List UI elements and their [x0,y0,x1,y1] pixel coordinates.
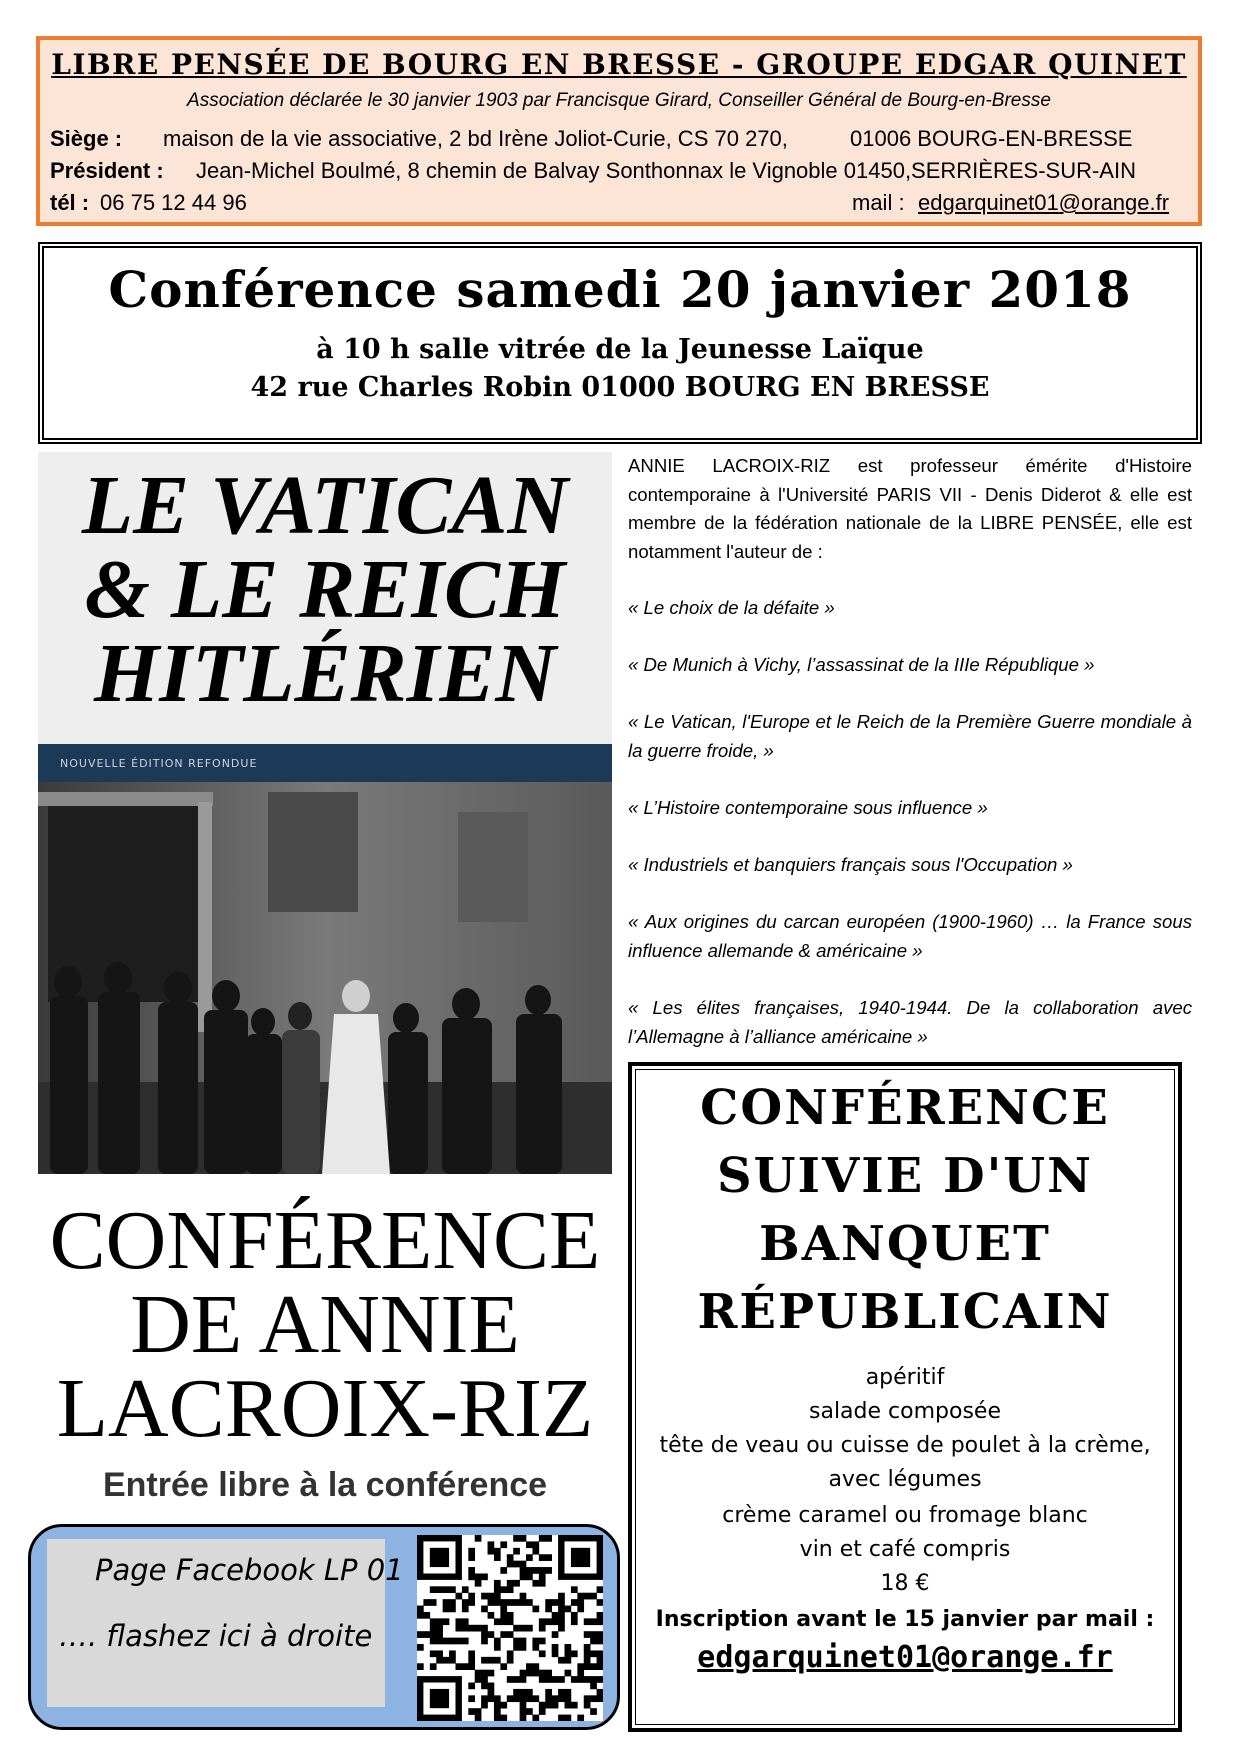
banquet-price: 18 € [880,1571,930,1596]
book-list-item: « Le choix de la défaite » [628,597,835,618]
president-label: Président : [50,158,164,183]
president-details: Jean-Michel Boulmé, 8 chemin de Balvay Sonthonnax le Vignoble 01450,SERRIÈRES-SUR-AIN [196,158,1136,183]
book-title-line: & LE REICH [84,543,566,636]
siege-city: 01006 BOURG-EN-BRESSE [850,126,1133,151]
mail-label: mail : [852,190,905,215]
association-subtitle: Association déclarée le 30 janvier 1903 par Francisque Girard, Conseiller Général de Bourg-en-Bresse [187,90,1051,111]
book-cover-photo [38,782,612,1174]
menu-item: salade composée [809,1399,1001,1424]
banquet-heading-line: SUIVIE D'UN [716,1148,1094,1204]
book-title-line: LE VATICAN [81,459,569,552]
free-entry-note: Entrée libre à la conférence [102,1466,548,1504]
book-cover-band [38,744,612,782]
qr-code-icon[interactable] [417,1535,603,1721]
menu-item: vin et café compris [799,1537,1011,1562]
facebook-box [28,1524,620,1730]
speaker-heading-line: CONFÉRENCE [49,1194,601,1287]
conference-venue: à 10 h salle vitrée de la Jeunesse Laïque [316,334,924,365]
facebook-scan-hint: …. flashez ici à droite [59,1619,373,1653]
speaker-heading-line: DE ANNIE [130,1278,520,1371]
mail-link[interactable]: edgarquinet01@orange.fr [918,190,1170,215]
association-header [36,36,1202,226]
conference-date-title: Conférence samedi 20 janvier 2018 [108,260,1132,319]
menu-item: apéritif [865,1365,945,1390]
organization-title: LIBRE PENSÉE DE BOURG EN BRESSE - GROUPE EDGAR QUINET [51,48,1187,81]
banquet-heading-line: RÉPUBLICAIN [697,1284,1113,1340]
book-title-line: HITLÉRIEN [93,627,557,720]
signup-instructions: Inscription avant le 15 janvier par mail : [655,1607,1155,1632]
phone-label: tél : [50,190,90,215]
phone-number: 06 75 12 44 96 [100,190,247,215]
book-edition-label: NOUVELLE ÉDITION REFONDUE [60,757,258,770]
speaker-bio: ANNIE LACROIX-RIZ est professeur émérite d'Histoire contemporaine à l'Université PARIS VII - Denis Diderot & elle est membre de la fédération nationale de la LIBRE PENSÉE, elle est notamment l'auteur de : [628,455,1192,562]
banquet-heading-line: CONFÉRENCE [700,1080,1110,1136]
book-list-item: « Les élites françaises, 1940-1944. De la collaboration avec l’Allemagne à l’alliance américaine » [628,997,1192,1047]
siege-address: maison de la vie associative, 2 bd Irène Joliot-Curie, CS 70 270, [163,126,788,151]
facebook-page-label: Page Facebook LP 01 [95,1553,404,1587]
menu-item: crème caramel ou fromage blanc [722,1503,1088,1528]
siege-label: Siège : [50,126,123,151]
facebook-text-panel [47,1539,404,1707]
book-cover-title-area [38,452,612,744]
book-list-item: « Industriels et banquiers français sous l'Occupation » [628,854,1073,875]
book-list-item: « Aux origines du carcan européen (1900-1960) … la France sous influence allemande & américaine » [628,911,1192,961]
signup-email-link[interactable]: edgarquinet01@orange.fr [697,1640,1113,1675]
book-list-item: « Le Vatican, l'Europe et le Reich de la Première Guerre mondiale à la guerre froide, » [628,711,1192,761]
speaker-heading-line: LACROIX-RIZ [56,1362,594,1455]
conference-address: 42 rue Charles Robin 01000 BOURG EN BRESSE [250,372,990,403]
book-list-item: « L’Histoire contemporaine sous influence » [628,797,988,818]
menu-item: avec légumes [828,1467,982,1492]
menu-item: tête de veau ou cuisse de poulet à la crème, [659,1433,1151,1458]
book-list-item: « De Munich à Vichy, l’assassinat de la IIIe République » [628,654,1095,675]
banquet-heading-line: BANQUET [759,1216,1051,1272]
banquet-box [628,1062,1182,1732]
conference-date-box [38,242,1202,444]
